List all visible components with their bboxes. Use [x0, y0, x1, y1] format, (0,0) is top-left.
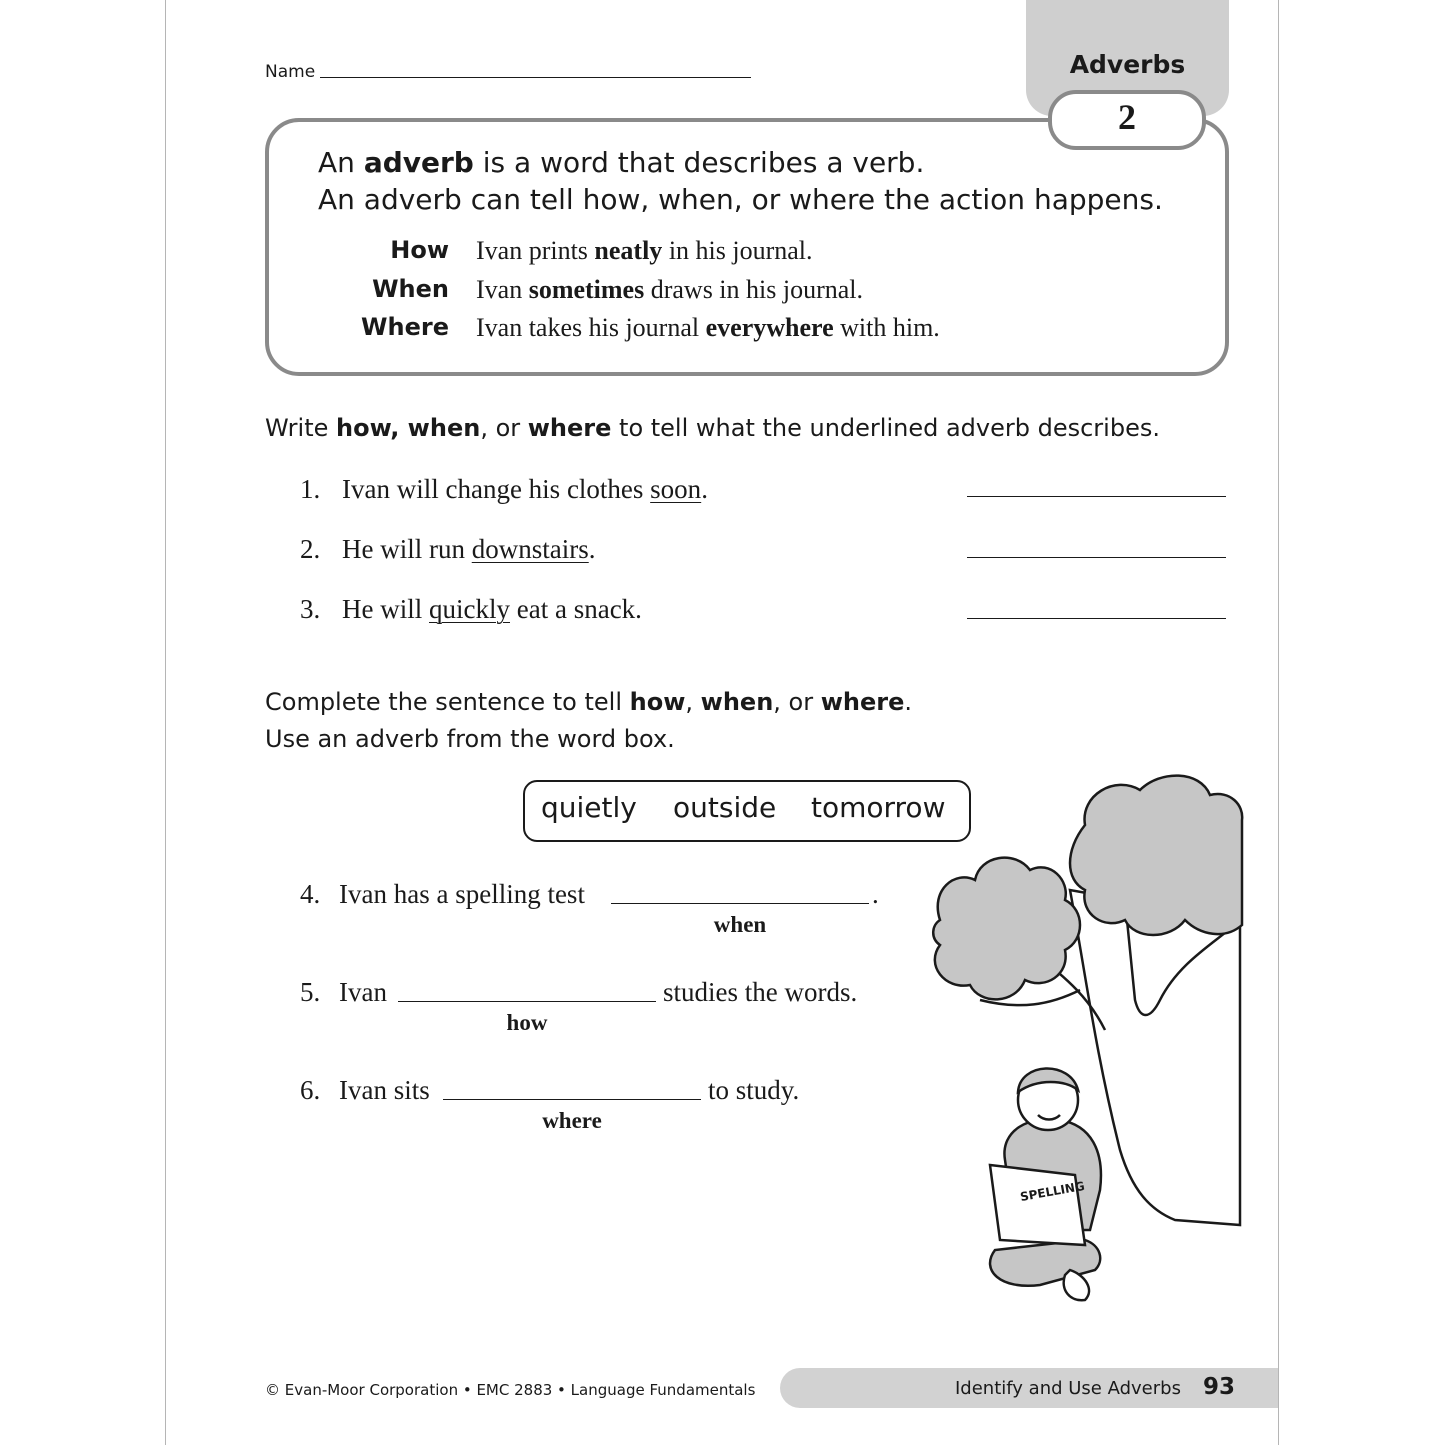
boy-shoe: [1064, 1270, 1089, 1300]
footer-skill: Identify and Use Adverbs: [955, 1378, 1181, 1399]
question-1: 1. Ivan will change his clothes soon.: [300, 474, 708, 504]
question-3: 3. He will quickly eat a snack.: [300, 594, 642, 624]
example-label-where: Where: [361, 313, 449, 341]
example-sentence-how: Ivan prints neatly in his journal.: [476, 236, 813, 265]
word-box-word: quietly: [541, 791, 637, 824]
page-right-edge: [1278, 0, 1279, 1445]
underlined-adverb: soon: [650, 474, 702, 504]
lesson-number: 2: [1118, 97, 1136, 137]
answer-line-1[interactable]: [967, 496, 1226, 497]
underlined-adverb: quickly: [429, 594, 510, 624]
example-label-how: How: [390, 236, 449, 264]
word-box-word: tomorrow: [811, 791, 946, 824]
name-line[interactable]: [320, 77, 751, 78]
part2-instructions: Complete the sentence to tell how, when, or where.: [265, 688, 913, 716]
hint-4: when: [713, 912, 767, 937]
topic-title: Adverbs: [1069, 50, 1186, 79]
word-box-word: outside: [673, 791, 777, 824]
question-5: 5. Ivan: [300, 977, 387, 1007]
question-4-end: .: [872, 879, 879, 909]
fill-blank-5[interactable]: [398, 1001, 656, 1002]
answer-line-2[interactable]: [967, 557, 1226, 558]
question-2: 2. He will run downstairs.: [300, 534, 596, 564]
question-6-end: to study.: [708, 1075, 800, 1105]
rule-keyword: adverb: [363, 146, 474, 179]
underlined-adverb: downstairs: [471, 534, 589, 564]
footer-copyright: © Evan-Moor Corporation • EMC 2883 • Language Fundamentals: [265, 1381, 756, 1399]
answer-line-3[interactable]: [967, 618, 1226, 619]
fill-blank-6[interactable]: [443, 1099, 701, 1100]
rule-line-2: An adverb can tell how, when, or where the action happens.: [318, 183, 1163, 216]
rule-line-1: An adverb is a word that describes a verb.: [318, 146, 925, 179]
example-sentence-when: Ivan sometimes draws in his journal.: [476, 275, 864, 304]
boy-reading-under-tree-illustration: [920, 770, 1244, 1310]
question-5-end: studies the words.: [663, 977, 858, 1007]
question-6: 6. Ivan sits: [300, 1075, 430, 1105]
name-label: Name: [265, 62, 316, 82]
spelling-book: [990, 1165, 1085, 1245]
fill-blank-4[interactable]: [611, 903, 869, 904]
book-title: SPELLING: [1019, 1178, 1086, 1205]
page-left-edge: [165, 0, 166, 1445]
hint-5: how: [506, 1010, 548, 1035]
page-number: 93: [1203, 1374, 1236, 1400]
part2-instructions-line2: Use an adverb from the word box.: [265, 725, 675, 753]
hint-6: where: [542, 1108, 602, 1133]
example-label-when: When: [372, 275, 449, 303]
question-4: 4. Ivan has a spelling test: [300, 879, 585, 909]
example-sentence-where: Ivan takes his journal everywhere with him.: [476, 313, 940, 342]
part1-instructions: Write how, when, or where to tell what the underlined adverb describes.: [265, 414, 1160, 442]
